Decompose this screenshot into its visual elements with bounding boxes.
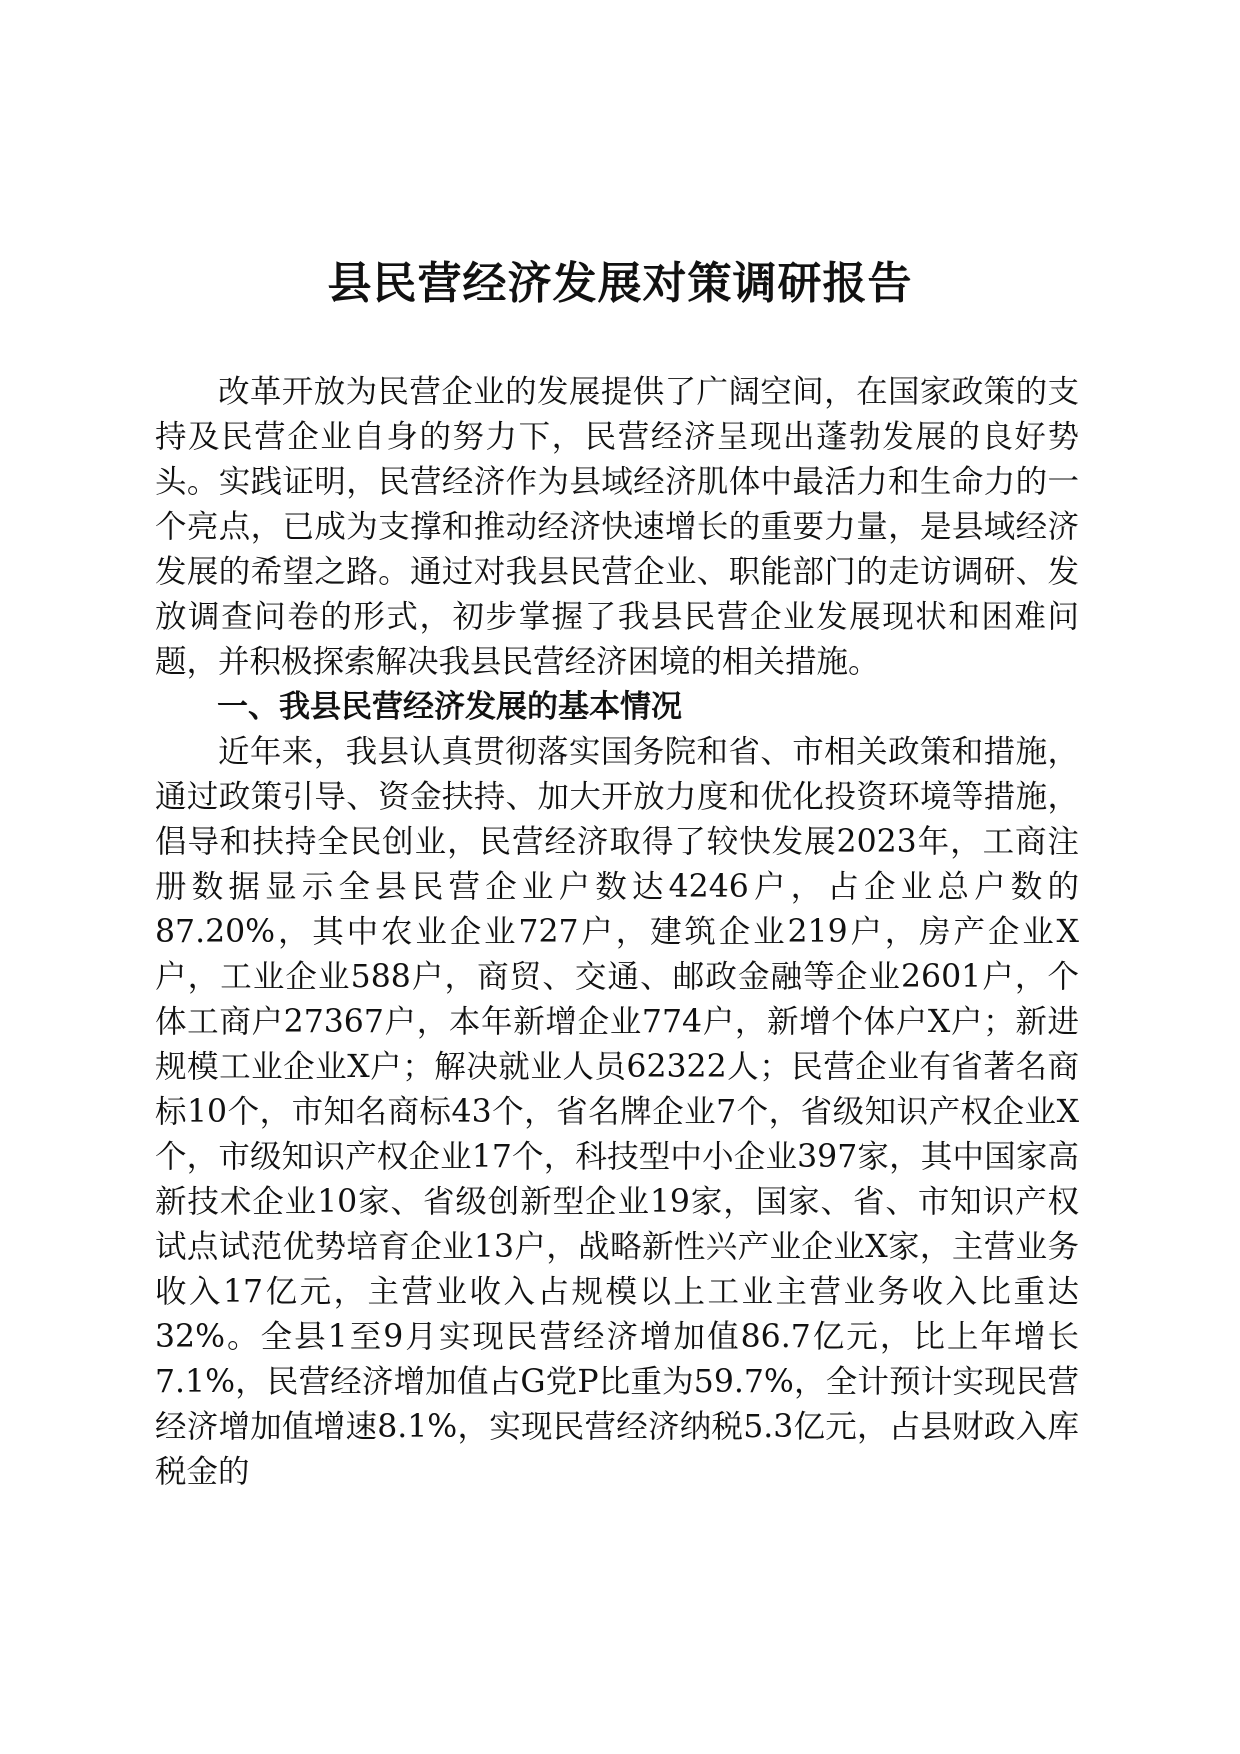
- section-heading: 一、我县民营经济发展的基本情况: [217, 689, 682, 725]
- document-body: [155, 370, 1079, 1495]
- document-title: 县民营经济发展对策调研报告: [327, 258, 913, 309]
- intro-paragraph: 改革开放为民营企业的发展提供了广阔空间，在国家政策的支持及民营企业自身的努力下，民营经济呈现出蓬勃发展的良好势头。实践证明，民营经济作为县域经济肌体中最活力和生命力的一个亮点，已成为支撑和推动经济快速增长的重要力量，是县域经济发展的希望之路。通过对我县民营企业、职能部门的走访调研、发放调查问卷的形式，初步掌握了我县民营企业发展现状和困难问题，并积极探索解决我县民营经济困境的相关措施。: [155, 374, 1079, 680]
- section-paragraph: 近年来，我县认真贯彻落实国务院和省、市相关政策和措施，通过政策引导、资金扶持、加大开放力度和优化投资环境等措施，倡导和扶持全民创业，民营经济取得了较快发展2023年，工商注册数据显示全县民营企业户数达4246户，占企业总户数的87.20%，其中农业企业727户，建筑企业219户，房产企业X户，工业企业588户，商贸、交通、邮政金融等企业2601户，个体工商户27367户，本年新增企业774户，新增个体户X户；新进规模工业企业X户；解决就业人员62322人；民营企业有省著名商标10个，市知名商标43个，省名牌企业7个，省级知识产权企业X个，市级知识产权企业17个，科技型中小企业397家，其中国家高新技术企业10家、省级创新型企业19家，国家、省、市知识产权试点试范优势培育企业13户，战略新性兴产业企业X家，主营业务收入17亿元，主营业收入占规模以上工业主营业务收入比重达32%。全县1至9月实现民营经济增加值86.7亿元，比上年增长7.1%，民营经济增加值占G党P比重为59.7%，全计预计实现民营经济增加值增速8.1%，实现民营经济纳税5.3亿元，占县财政入库税金的: [155, 734, 1079, 1490]
